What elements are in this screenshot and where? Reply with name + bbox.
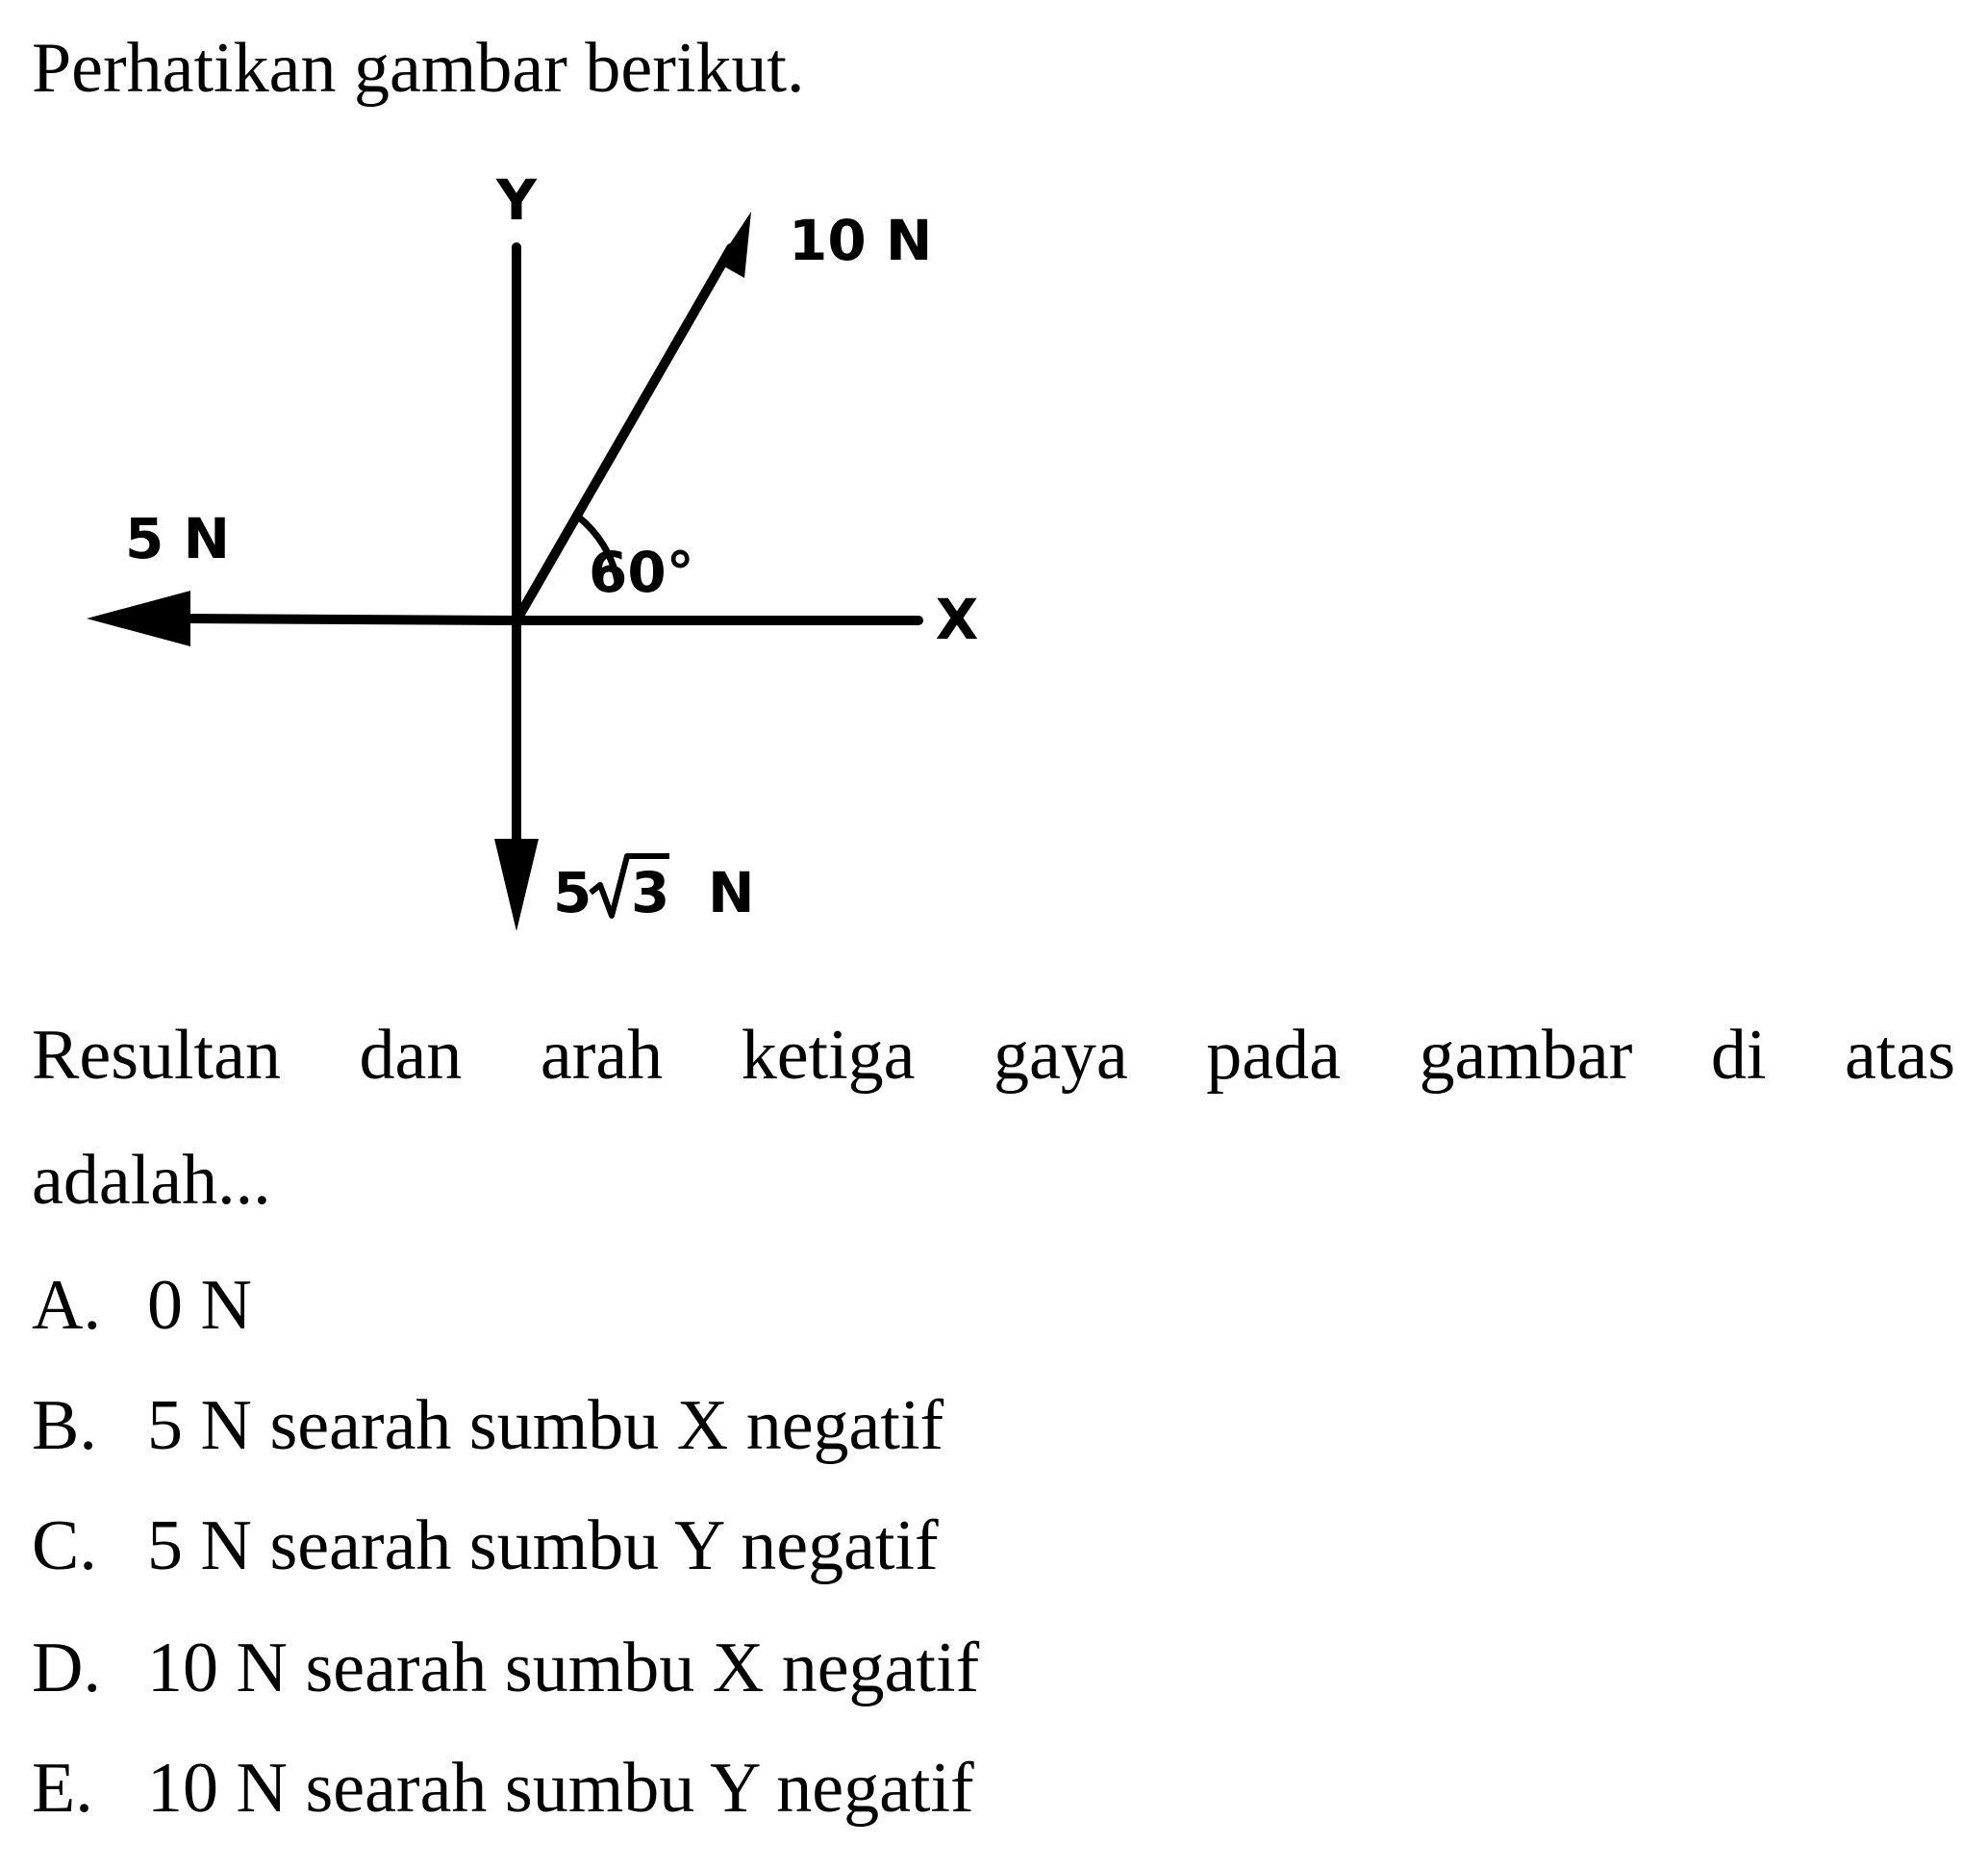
force-diagram bbox=[0, 0, 1058, 962]
force-5n-label: 5 N bbox=[125, 506, 231, 571]
arrowhead-down bbox=[494, 839, 539, 931]
option-b[interactable] bbox=[32, 1386, 944, 1465]
x-axis-label: X bbox=[935, 587, 979, 653]
question-text-line-1: Resultan dan arah ketiga gaya pada gambar di atas bbox=[32, 1016, 1955, 1095]
option-text: 5 N searah sumbu Y negatif bbox=[147, 1506, 939, 1585]
option-c[interactable] bbox=[32, 1506, 939, 1585]
option-e[interactable] bbox=[32, 1749, 974, 1828]
force-5root3n-radicand: 3 bbox=[631, 860, 670, 925]
option-a[interactable] bbox=[32, 1266, 252, 1345]
option-text: 5 N searah sumbu X negatif bbox=[147, 1386, 944, 1465]
force-10n-label: 10 N bbox=[789, 208, 933, 273]
force-5root3n-unit: N bbox=[708, 860, 755, 925]
arrowhead-left bbox=[87, 591, 190, 646]
option-text: 10 N searah sumbu Y negatif bbox=[147, 1749, 974, 1828]
option-letter: A. bbox=[32, 1266, 101, 1345]
option-letter: B. bbox=[32, 1386, 97, 1465]
option-letter: C. bbox=[32, 1506, 97, 1585]
force-5root3n-coef: 5 bbox=[553, 860, 592, 925]
option-text: 0 N bbox=[147, 1266, 252, 1345]
force-5root3n-label bbox=[553, 856, 755, 925]
question-text-line-2: adalah... bbox=[32, 1141, 271, 1220]
option-text: 10 N searah sumbu X negatif bbox=[147, 1629, 980, 1707]
option-d[interactable] bbox=[32, 1629, 980, 1707]
force-5n-arrow bbox=[188, 619, 516, 620]
intro-text: Perhatikan gambar berikut. bbox=[32, 29, 805, 108]
option-letter: D. bbox=[32, 1629, 101, 1707]
y-axis-label: Y bbox=[496, 167, 537, 233]
option-letter: E. bbox=[32, 1749, 93, 1828]
angle-label: 60° bbox=[589, 540, 694, 605]
